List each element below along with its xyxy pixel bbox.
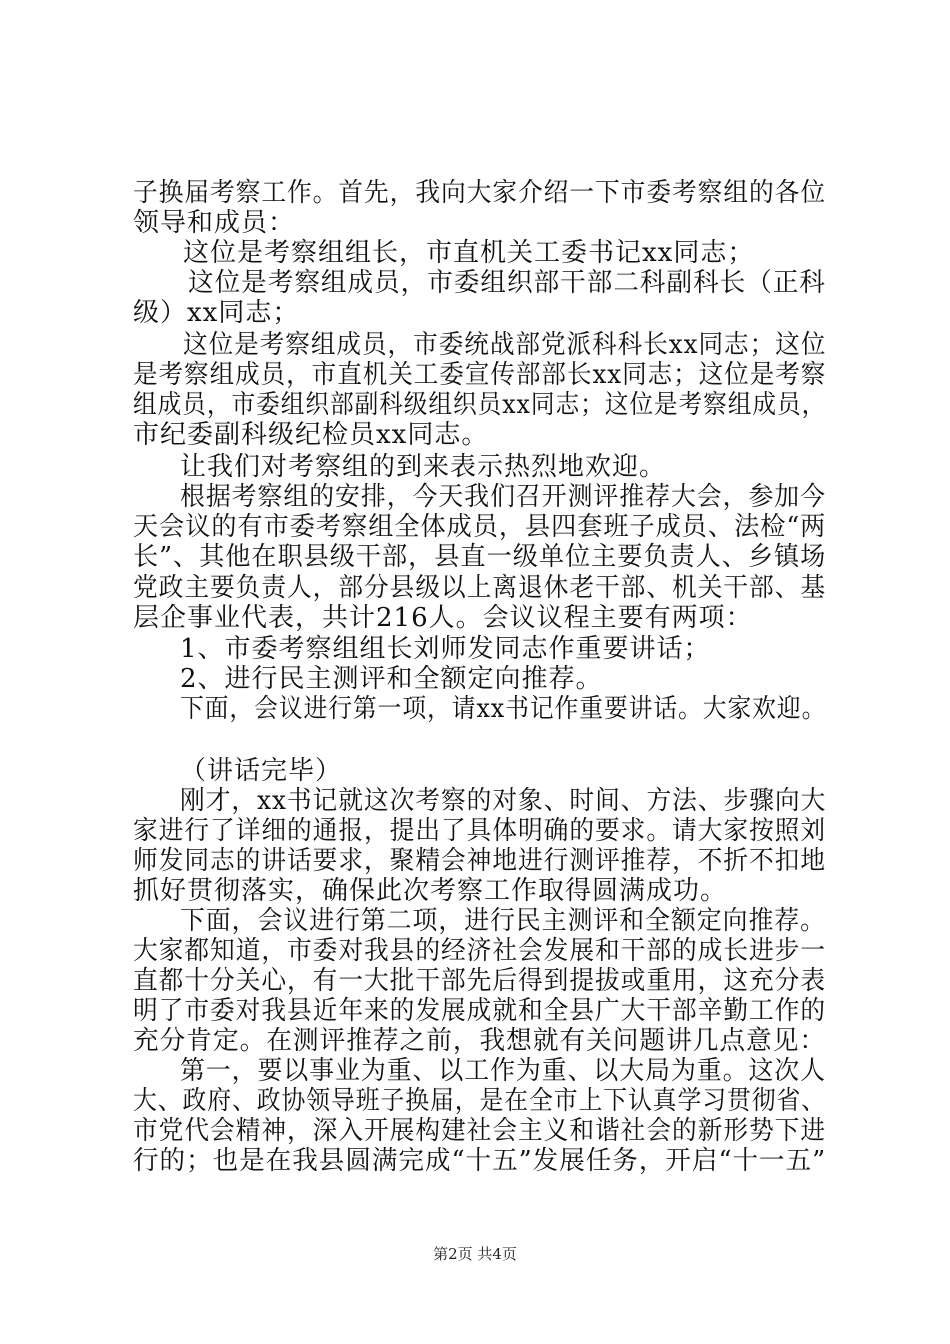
text-line: 这位是考察组组长，市直机关工委书记xx同志；	[183, 238, 755, 268]
text-line: 天会议的有市委考察组全体成员，县四套班子成员、法检“两	[133, 512, 827, 542]
text-line: 大家都知道，市委对我县的经济社会发展和干部的成长进步一	[133, 936, 827, 966]
text-line: （讲话完毕）	[180, 756, 343, 786]
text-line: 大、政府、政协领导班子换届，是在全市上下认真学习贯彻省、	[133, 1086, 827, 1116]
text-line: 是考察组成员，市直机关工委宣传部部长xx同志；这位是考察	[133, 360, 827, 390]
text-line: 市纪委副科级纪检员xx同志。	[133, 420, 489, 450]
text-line: 领导和成员：	[133, 208, 296, 238]
text-line: 党政主要负责人，部分县级以上离退休老干部、机关干部、基	[133, 573, 827, 603]
text-line: 市党代会精神，深入开展构建社会主义和谐社会的新形势下进	[133, 1116, 827, 1146]
text-line: 下面，会议进行第一项，请xx书记作重要讲话。大家欢迎。	[180, 694, 827, 724]
text-line: 子换届考察工作。首先，我向大家介绍一下市委考察组的各位	[133, 178, 827, 208]
text-line: 行的；也是在我县圆满完成“十五”发展任务，开启“十一五”	[133, 1146, 827, 1176]
text-line: 层企事业代表，共计216人。会议议程主要有两项：	[133, 603, 753, 633]
text-line: 1、市委考察组组长刘师发同志作重要讲话；	[180, 634, 711, 664]
text-line: 这位是考察组成员，市委组织部干部二科副科长（正科	[188, 268, 827, 298]
text-line: 师发同志的讲话要求，聚精会神地进行测评推荐，不折不扣地	[133, 846, 827, 876]
text-line: 充分肯定。在测评推荐之前，我想就有关问题讲几点意见：	[133, 1026, 827, 1056]
text-line: 明了市委对我县近年来的发展成就和全县广大干部辛勤工作的	[133, 996, 827, 1026]
text-line: 下面，会议进行第二项，进行民主测评和全额定向推荐。	[180, 906, 826, 936]
text-line: 级）xx同志；	[133, 298, 300, 328]
text-line: 直都十分关心，有一大批干部先后得到提拔或重用，这充分表	[133, 966, 827, 996]
text-line: 组成员，市委组织部副科级组织员xx同志；这位是考察组成员，	[133, 390, 827, 420]
text-line: 让我们对考察组的到来表示热烈地欢迎。	[180, 452, 667, 482]
text-line: 刚才，xx书记就这次考察的对象、时间、方法、步骤向大	[180, 786, 827, 816]
text-line: 长”、其他在职县级干部，县直一级单位主要负责人、乡镇场	[133, 542, 827, 572]
page-footer: 第2页 共4页	[433, 1245, 517, 1263]
text-line: 2、进行民主测评和全额定向推荐。	[180, 664, 603, 694]
text-line: 这位是考察组成员，市委统战部党派科科长xx同志；这位	[183, 330, 827, 360]
text-line: 根据考察组的安排，今天我们召开测评推荐大会，参加今	[180, 482, 826, 512]
text-line: 家进行了详细的通报，提出了具体明确的要求。请大家按照刘	[133, 816, 827, 846]
text-line: 第一，要以事业为重、以工作为重、以大局为重。这次人	[180, 1056, 826, 1086]
text-line: 抓好贯彻落实，确保此次考察工作取得圆满成功。	[133, 876, 728, 906]
